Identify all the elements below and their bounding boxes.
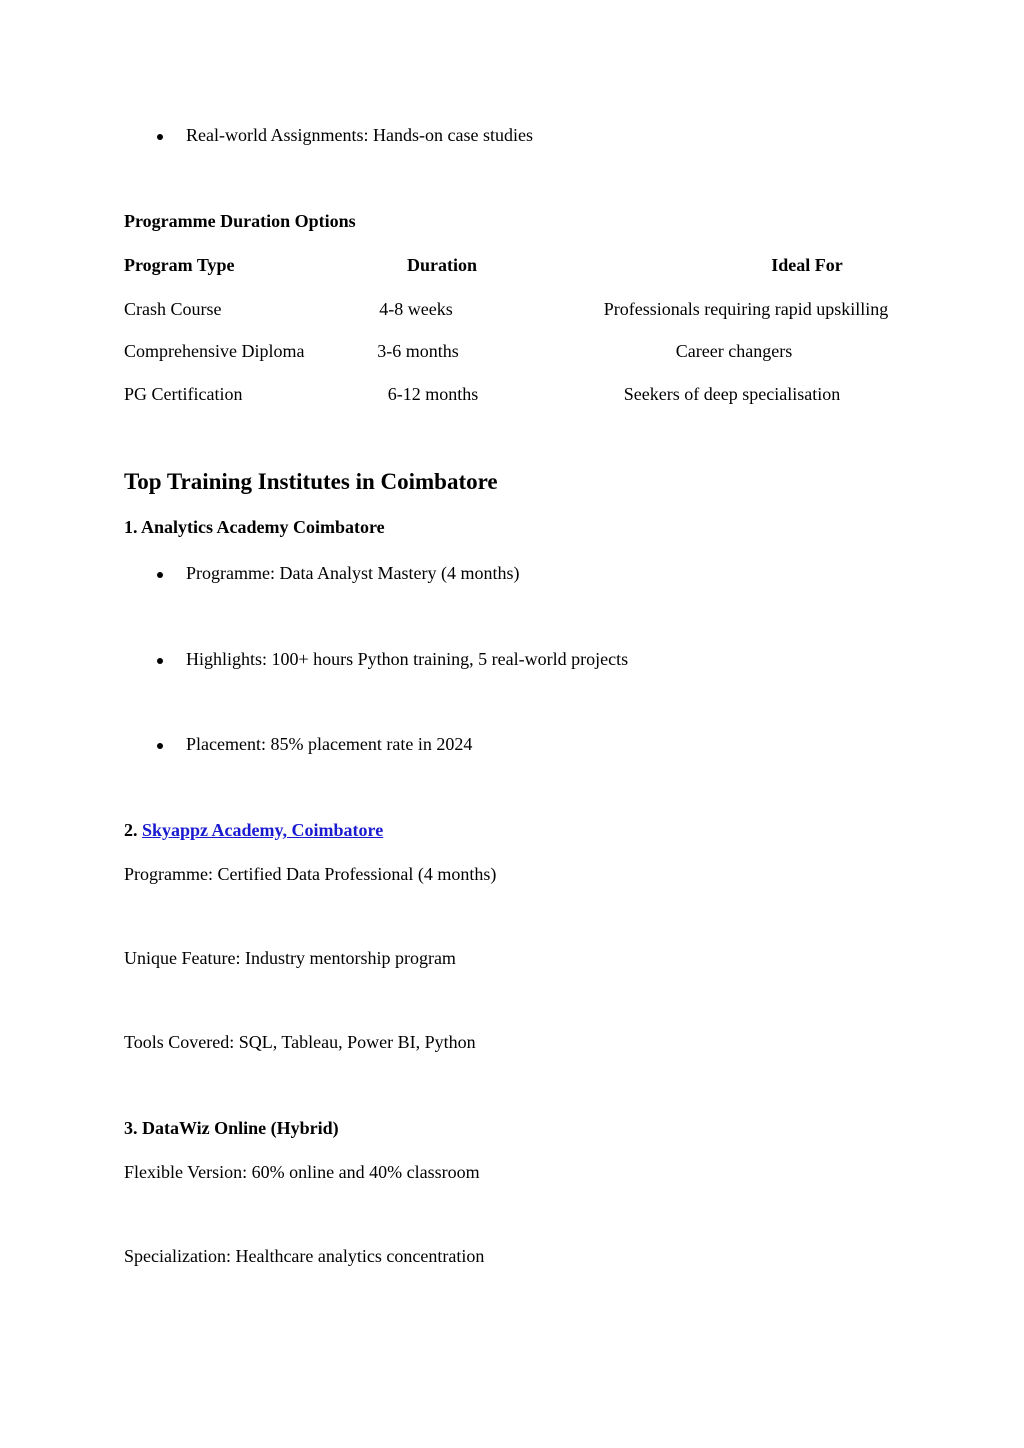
- bullet-real-world-assignments: Real-world Assignments: Hands-on case studies: [186, 125, 533, 145]
- section-title-institutes: Top Training Institutes in Coimbatore: [124, 469, 498, 494]
- list-item: Programme: Data Analyst Mastery (4 months): [186, 563, 520, 583]
- row-ideal-for: Professionals requiring rapid upskilling: [603, 299, 889, 319]
- list-item: Highlights: 100+ hours Python training, 5 real-world projects: [186, 649, 629, 669]
- institute-link[interactable]: Skyappz Academy, Coimbatore: [142, 820, 384, 840]
- row-ideal-for: Seekers of deep specialisation: [623, 384, 841, 404]
- bullet-dot: [157, 743, 163, 749]
- institute-heading: 1. Analytics Academy Coimbatore: [124, 517, 385, 537]
- col-header-ideal-for: Ideal For: [771, 255, 843, 275]
- section-title-duration: Programme Duration Options: [124, 211, 356, 231]
- institute-number: 2.: [124, 820, 138, 840]
- row-duration: 3-6 months: [377, 341, 459, 361]
- institute-heading: [124, 820, 383, 842]
- row-program-type: Comprehensive Diploma: [124, 341, 305, 361]
- row-duration: 6-12 months: [387, 384, 479, 404]
- institute-detail: Tools Covered: SQL, Tableau, Power BI, Python: [124, 1032, 476, 1052]
- institute-detail: Specialization: Healthcare analytics concentration: [124, 1246, 485, 1266]
- bullet-dot: [157, 658, 163, 664]
- col-header-program-type: Program Type: [124, 255, 235, 275]
- col-header-duration: Duration: [406, 255, 477, 275]
- institute-detail: Programme: Certified Data Professional (4 months): [124, 864, 497, 884]
- row-program-type: Crash Course: [124, 299, 222, 319]
- row-program-type: PG Certification: [124, 384, 243, 404]
- bullet-dot: [157, 134, 163, 140]
- list-item: Placement: 85% placement rate in 2024: [186, 734, 473, 754]
- row-duration: 4-8 weeks: [379, 299, 453, 319]
- institute-heading: 3. DataWiz Online (Hybrid): [124, 1118, 339, 1138]
- bullet-dot: [157, 572, 163, 578]
- row-ideal-for: Career changers: [675, 341, 793, 361]
- institute-detail: Flexible Version: 60% online and 40% classroom: [124, 1162, 480, 1182]
- institute-detail: Unique Feature: Industry mentorship program: [124, 948, 456, 968]
